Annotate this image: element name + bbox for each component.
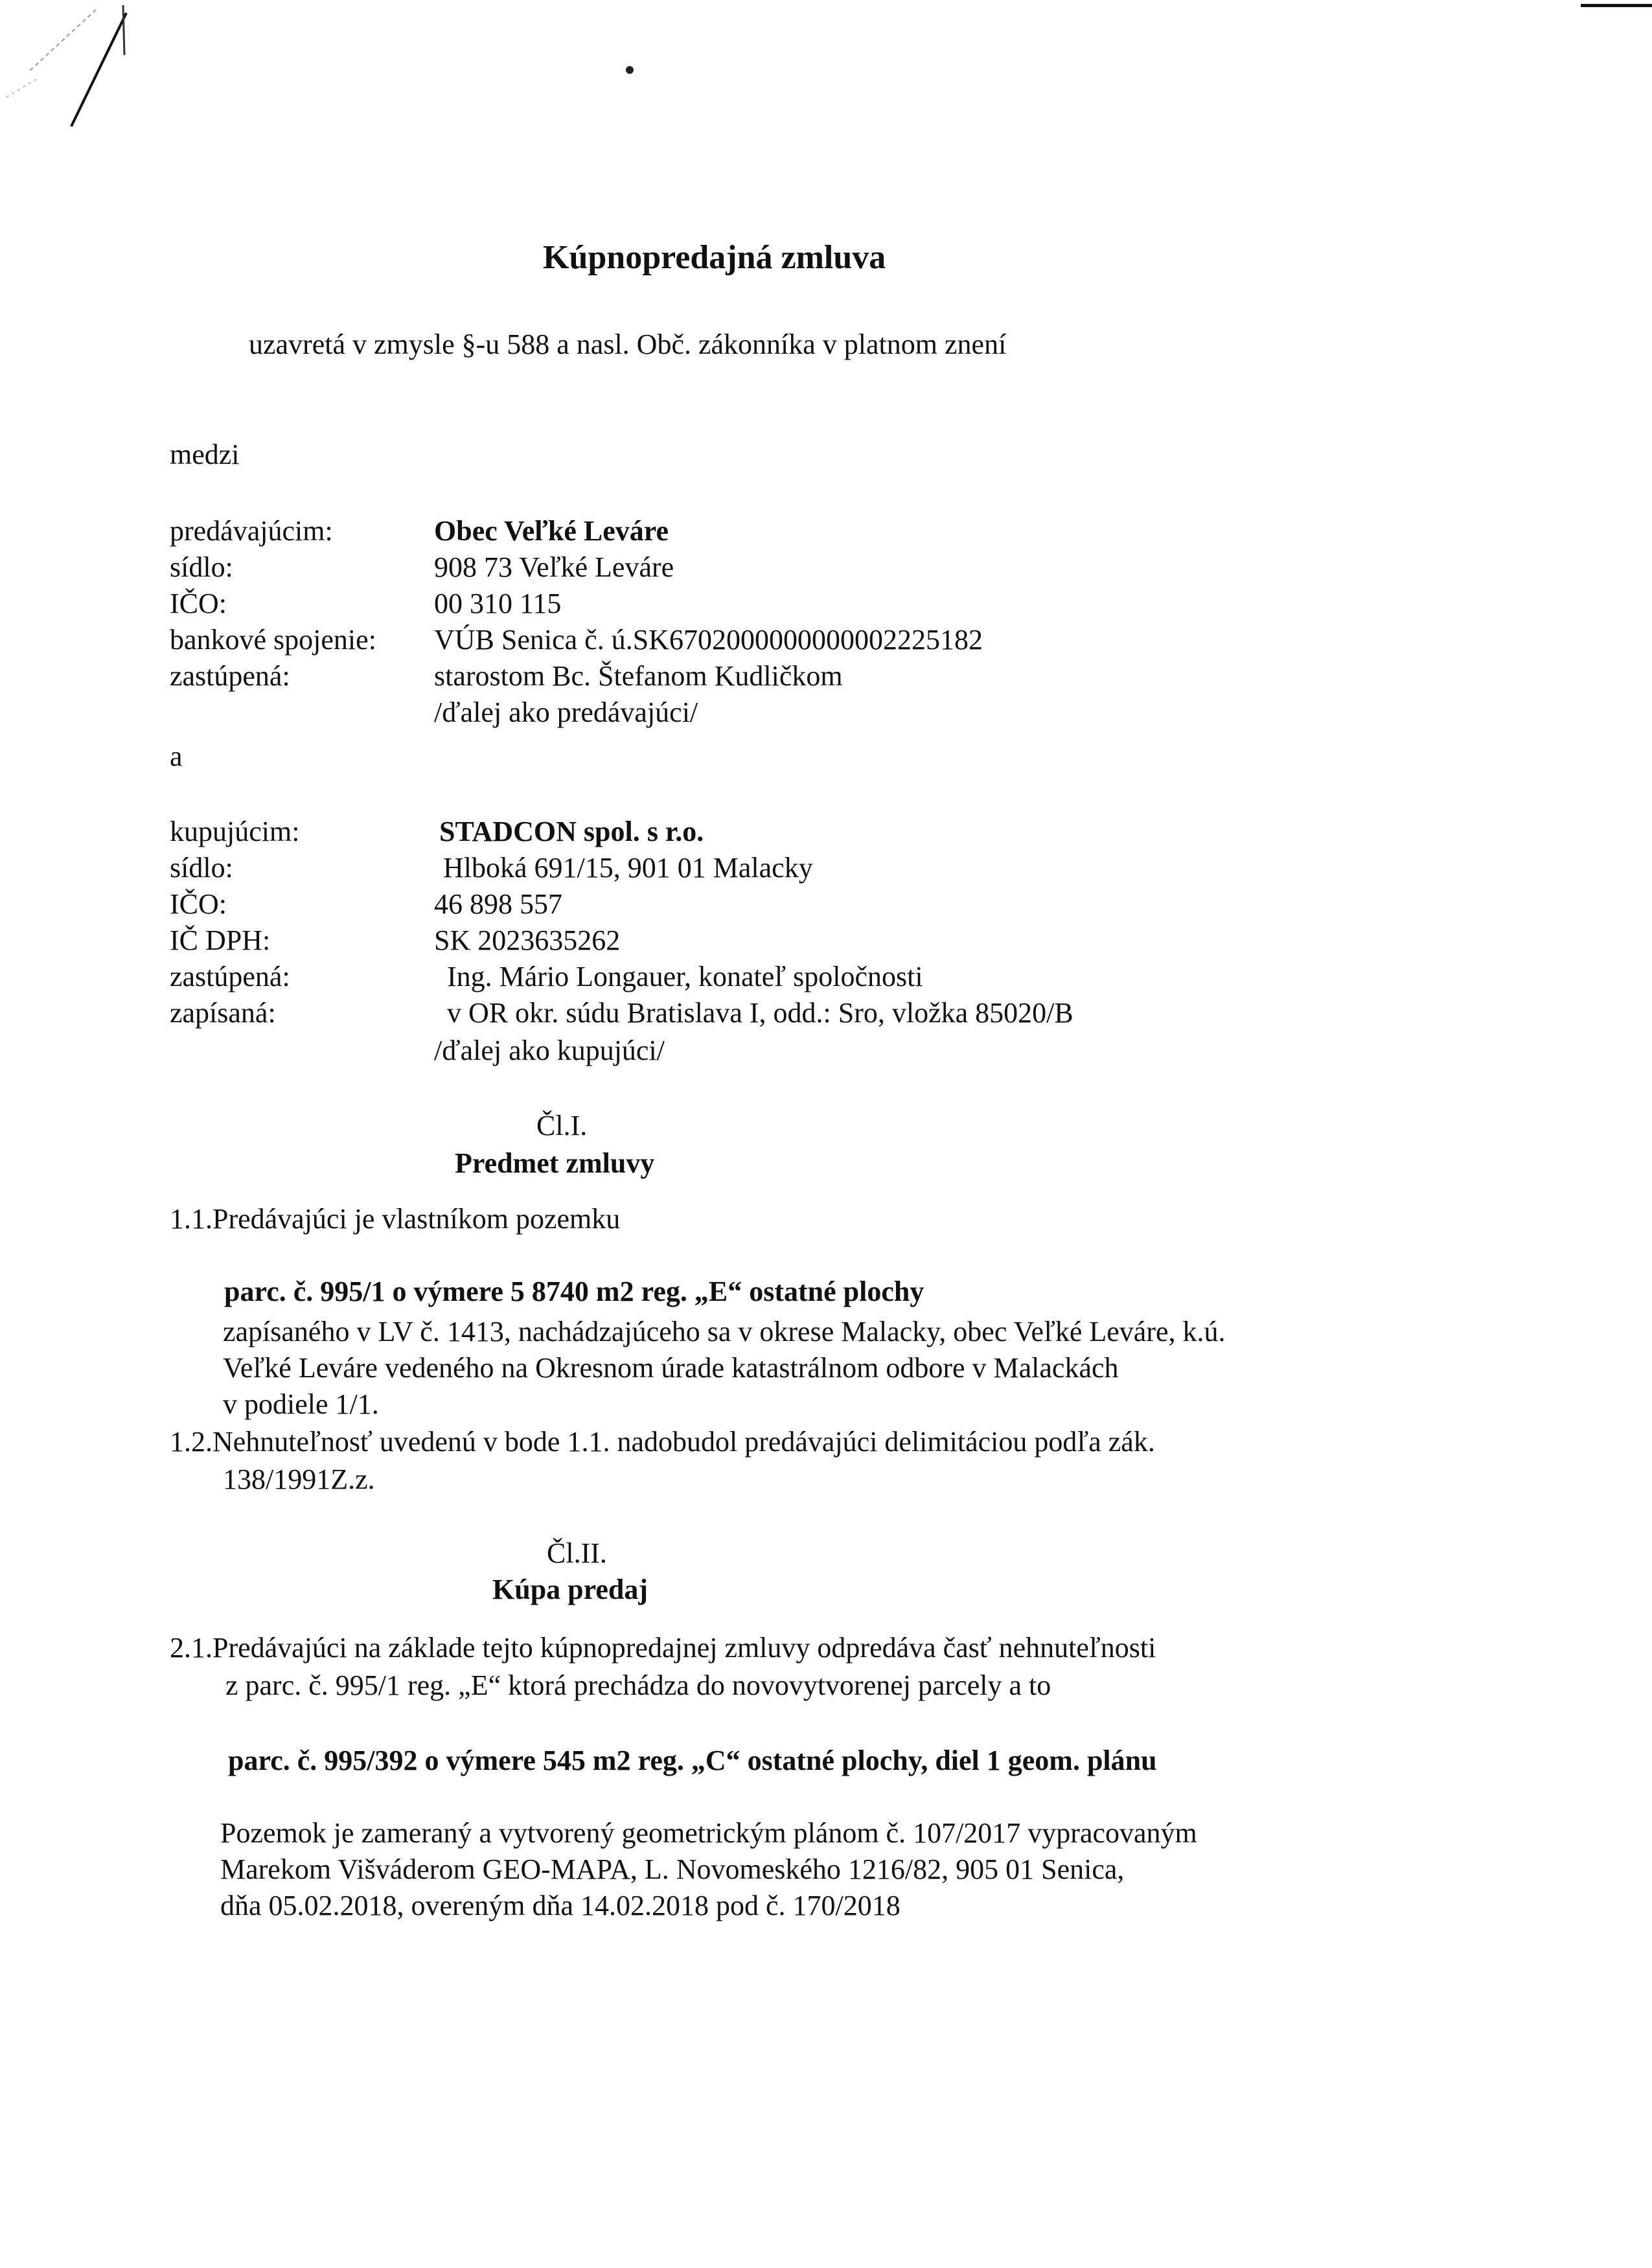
seller-ico: 00 310 115 (434, 588, 562, 619)
buyer-ico: 46 898 557 (434, 888, 562, 920)
parcel-desc-line-1: zapísaného v LV č. 1413, nachádzajúceho sa v okrese Malacky, obec Veľké Leváre, k.ú. (223, 1316, 1226, 1347)
clause-1-2-line-1: 1.2.Nehnuteľnosť uvedenú v bode 1.1. nadobudol predávajúci delimitáciou podľa zák. (170, 1426, 1155, 1458)
seller-bank: VÚB Senica č. ú.SK6702000000000002225182 (434, 624, 983, 656)
article-2-parcel: parc. č. 995/392 o výmere 545 m2 reg. „C“ ostatné plochy, diel 1 geom. plánu (228, 1745, 1157, 1776)
buyer-rep-label: zastúpená: (170, 961, 290, 992)
article-1-number: Čl.I. (536, 1110, 588, 1141)
parcel-desc-line-3: v podiele 1/1. (223, 1388, 379, 1420)
document-title: Kúpnopredajná zmluva (543, 239, 886, 276)
seller-ico-label: IČO: (170, 588, 227, 619)
seller-name: Obec Veľké Leváre (434, 515, 669, 547)
buyer-role-label: kupujúcim: (170, 816, 300, 847)
buyer-register-label: zapísaná: (170, 997, 276, 1029)
article-2-number: Čl.II. (547, 1537, 607, 1569)
seller-bank-label: bankové spojenie: (170, 624, 376, 656)
buyer-vat: SK 2023635262 (434, 924, 621, 956)
buyer-seat: Hlboká 691/15, 901 01 Malacky (443, 852, 813, 884)
buyer-note: /ďalej ako kupujúci/ (434, 1035, 665, 1066)
article-2-heading: Kúpa predaj (492, 1574, 648, 1605)
clause-2-1-line-2: z parc. č. 995/1 reg. „E“ ktorá prechádza do novovytvorenej parcely a to (225, 1669, 1051, 1701)
buyer-name: STADCON spol. s r.o. (439, 816, 704, 847)
seller-seat: 908 73 Veľké Leváre (434, 551, 674, 583)
buyer-ico-label: IČO: (170, 888, 227, 920)
article-1-heading: Predmet zmluvy (455, 1147, 655, 1179)
buyer-seat-label: sídlo: (170, 852, 233, 884)
and-label: a (170, 740, 183, 772)
between-label: medzi (170, 439, 240, 470)
scan-edge-line (1581, 4, 1652, 7)
parcel-desc-line-2: Veľké Leváre vedeného na Okresnom úrade katastrálnom odbore v Malackách (223, 1352, 1119, 1384)
seller-rep: starostom Bc. Štefanom Kudličkom (434, 660, 843, 692)
clause-1-1: 1.1.Predávajúci je vlastníkom pozemku (170, 1203, 621, 1235)
survey-line-2: Marekom Višváderom GEO-MAPA, L. Novomeského 1216/82, 905 01 Senica, (220, 1853, 1125, 1885)
seller-note: /ďalej ako predávajúci/ (434, 696, 698, 728)
document-subtitle: uzavretá v zmysle §-u 588 a nasl. Obč. zákonníka v platnom znení (249, 328, 1007, 360)
article-1-parcel: parc. č. 995/1 o výmere 5 8740 m2 reg. „E“ ostatné plochy (224, 1276, 924, 1307)
buyer-register: v OR okr. súdu Bratislava I, odd.: Sro, vložka 85020/B (447, 997, 1073, 1029)
scan-corner-mark (0, 0, 149, 143)
clause-2-1-line-1: 2.1.Predávajúci na základe tejto kúpnopredajnej zmluvy odpredáva časť nehnuteľnosti (170, 1632, 1156, 1664)
scan-dot (626, 66, 634, 74)
seller-rep-label: zastúpená: (170, 660, 290, 692)
survey-line-1: Pozemok je zameraný a vytvorený geometrickým plánom č. 107/2017 vypracovaným (220, 1817, 1197, 1849)
buyer-rep: Ing. Mário Longauer, konateľ spoločnosti (447, 961, 923, 992)
seller-seat-label: sídlo: (170, 551, 233, 583)
clause-1-2-line-2: 138/1991Z.z. (223, 1463, 375, 1495)
buyer-vat-label: IČ DPH: (170, 924, 271, 956)
survey-line-3: dňa 05.02.2018, overeným dňa 14.02.2018 pod č. 170/2018 (220, 1890, 901, 1921)
seller-role-label: predávajúcim: (170, 515, 333, 547)
